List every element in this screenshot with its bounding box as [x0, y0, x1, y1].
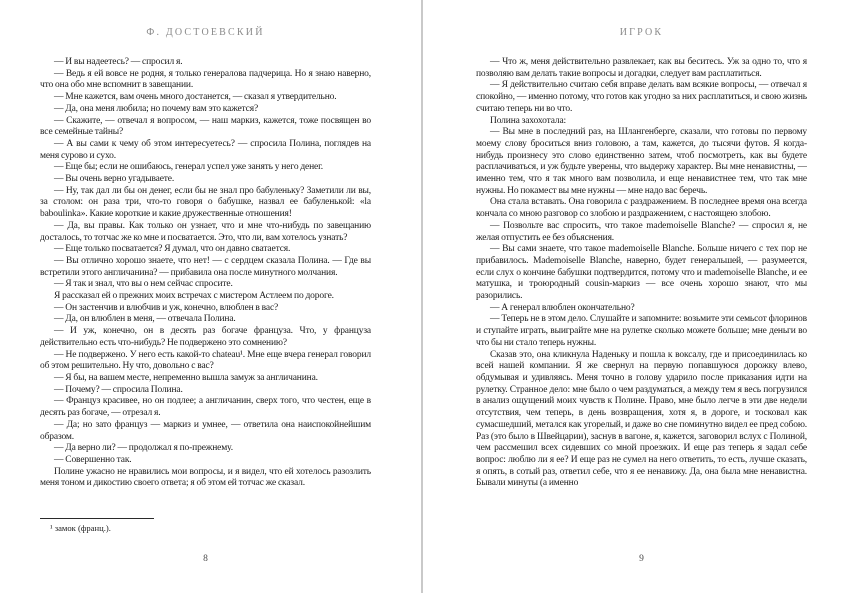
paragraph: Сказав это, она кликнула Наденьку и пошла к воксалу, где и присоединилась ко всей нашей компании. Я же свернул на первую попавшуюся дорожку влево, обдумывая и удивляясь. Меня точно в голову ударило после приказания идти на рулетку. Странное дело: мне было о чем раздуматься, а между тем я весь погрузился в анализ ощущений моих чувств к Полине. Право, мне было легче в эти две недели отсутствия, чем теперь, в день возвращения, хотя я, в дороге, и тосковал как сумасшедший, метался как угорелый, и даже во сне поминутно видел ее пред собою. Раз (это было в Швейцарии), заснув в вагоне, я, кажется, заговорил вслух с Полиной, чем рассмешил всех сидевших со мной проезжих. И еще раз теперь я задал себе вопрос: люблю ли я ее? И еще раз не сумел на него ответить, то есть, лучше сказать, я опять, в сотый раз, ответил себе, что я ее ненавижу. Да, она была мне ненавистна. Бывали минуты (а именно: [476, 349, 807, 489]
paragraph: — Да; но зато француз — маркиз и умнее, — ответила она наиспокойнейшим образом.: [40, 419, 371, 442]
page-number-left: 8: [203, 554, 208, 564]
paragraph: — Что ж, меня действительно развлекает, как вы беситесь. Уж за одно то, что я позволяю вам делать такие вопросы и догадки, следует вам расплатиться.: [476, 57, 807, 79]
paragraph: Полина захохотала:: [490, 115, 567, 126]
paragraph: — Скажите, — отвечал я вопросом, — наш маркиз, кажется, тоже посвящен во все семейные тайны?: [40, 115, 371, 138]
paragraph: — Француз красивее, но он подлее; а англичанин, сверх того, что честен, еще в десять раз богаче, — отрезал я.: [40, 396, 371, 419]
page-number-right: 9: [639, 554, 644, 564]
paragraph: — Ведь я ей вовсе не родня, я только генералова падчерица. Но я знаю наверно, что она обо мне вспомнит в завещании.: [40, 68, 371, 91]
paragraph: — Еще только посватается? Я думал, что он давно сватается.: [54, 244, 291, 255]
page-right: [423, 0, 844, 593]
paragraph: — А вы сами к чему об этом интересуетесь? — спросила Полина, поглядев на меня сурово и сухо.: [40, 138, 371, 161]
paragraph: Она стала вставать. Она говорила с раздражением. В последнее время она всегда кончала со мною разговор со злобою и раздражением, с настоящею злобою.: [476, 197, 807, 220]
paragraph: — Позвольте вас спросить, что такое mademoiselle Blanche? — спросил я, не желая отпустить ее без объяснения.: [476, 220, 807, 243]
paragraph: — Да, он влюблен в меня, — отвечала Полина.: [54, 314, 236, 325]
paragraph: — Я бы, на вашем месте, непременно вышла замуж за англичанина.: [54, 372, 318, 383]
running-header-title: ИГРОК: [619, 27, 664, 38]
paragraph: — Вы очень верно угадываете.: [54, 174, 175, 185]
paragraph: — Я так и знал, что вы о нем сейчас спросите.: [54, 279, 233, 290]
paragraph: — Еще бы; если не ошибаюсь, генерал успел уже занять у него денег.: [54, 162, 323, 173]
paragraph: — Теперь не в этом дело. Слушайте и запомните: возьмите эти семьсот флоринов и ступайте играть, выиграйте мне на рулетке сколько можете больше; мне деньги во что бы ни стало теперь нужны.: [476, 314, 807, 348]
paragraph: — Вы сами знаете, что такое mademoiselle Blanche. Больше ничего с тех пор не прибавилось. Mademoiselle Blanche, наверно, будет генеральшей, — разумеется, если слух о кончине бабушки подтвердится, потому что и mademoiselle Blanche, и ее матушка, и троюродный cousin-маркиз — все очень хорошо знают, что мы разорились.: [476, 244, 807, 302]
right-page-body: [476, 57, 807, 490]
paragraph: — Я действительно считаю себя вправе делать вам всякие вопросы, — отвечал я спокойно, — именно потому, что готов как угодно за них расплатиться, и свою жизнь считаю теперь ни во что.: [476, 80, 807, 114]
paragraph: — Ну, так дал ли бы он денег, если бы не знал про бабуленьку? Заметили ли вы, за столом: он раза три, что-то говоря о бабушке, назвал ее бабуленькой: «la baboulinka». Какие короткие и какие дружественные отношения!: [40, 185, 371, 220]
footnote-block: [40, 518, 371, 533]
paragraph: — Почему? — спросила Полина.: [54, 384, 183, 395]
paragraph: — Да верно ли? — продолжал я по-прежнему.: [54, 443, 233, 454]
paragraph: Я рассказал ей о прежних моих встречах с мистером Астлеем по дороге.: [54, 291, 334, 302]
paragraph: — Не подвержено. У него есть какой-то chateau¹. Мне еще вчера генерал говорил об этом решительно. Ну что, довольно с вас?: [40, 349, 371, 372]
paragraph: — И уж, конечно, он в десять раз богаче француза. Что, у француза действительно есть что-нибудь? Не подвержено это сомнению?: [40, 326, 371, 348]
page-left: [0, 0, 421, 593]
paragraph: — И вы надеетесь? — спросил я.: [54, 57, 183, 67]
footnote-rule: [40, 518, 154, 519]
paragraph: — Да, вы правы. Как только он узнает, что и мне что-нибудь по завещанию досталось, то тотчас же ко мне и посватается. Это, что ли, вам хотелось узнать?: [40, 220, 371, 243]
paragraph: — Совершенно так.: [54, 454, 132, 465]
paragraph: — Вы мне в последний раз, на Шлангенберге, сказали, что готовы по первому моему слову броситься вниз головою, а там, кажется, до тысячи футов. Я когда-нибудь произнесу это слово единственно затем, чтоб посмотреть, как вы будете расплачиваться, и уж будьте уверены, что выдержу характер. Вы мне ненавистны, — именно тем, что я так много вам позволила, и еще ненавистнее тем, что так мне нужны. Но покамест вы мне нужны — мне надо вас беречь.: [476, 127, 807, 196]
running-header-author: Ф. ДОСТОЕВСКИЙ: [146, 27, 265, 38]
paragraph: — Мне кажется, вам очень много достанется, — сказал я утвердительно.: [54, 92, 337, 103]
footnote-text: ¹ замок (франц.).: [50, 523, 111, 533]
left-page-body: [40, 57, 371, 490]
paragraph: — Да, она меня любила; но почему вам это кажется?: [54, 103, 259, 114]
paragraph: — Вы отлично хорошо знаете, что нет! — с сердцем сказала Полина. — Где вы встретили этого англичанина? — прибавила она после минутного молчания.: [40, 255, 371, 278]
paragraph: — А генерал влюблен окончательно?: [490, 302, 635, 313]
paragraph: — Он застенчив и влюбчив и уж, конечно, влюблен в вас?: [54, 302, 279, 313]
paragraph: Полине ужасно не нравились мои вопросы, и я видел, что ей хотелось разозлить меня тоном и дикостию своего ответа; я об этом ей тотчас же сказал.: [40, 466, 371, 489]
